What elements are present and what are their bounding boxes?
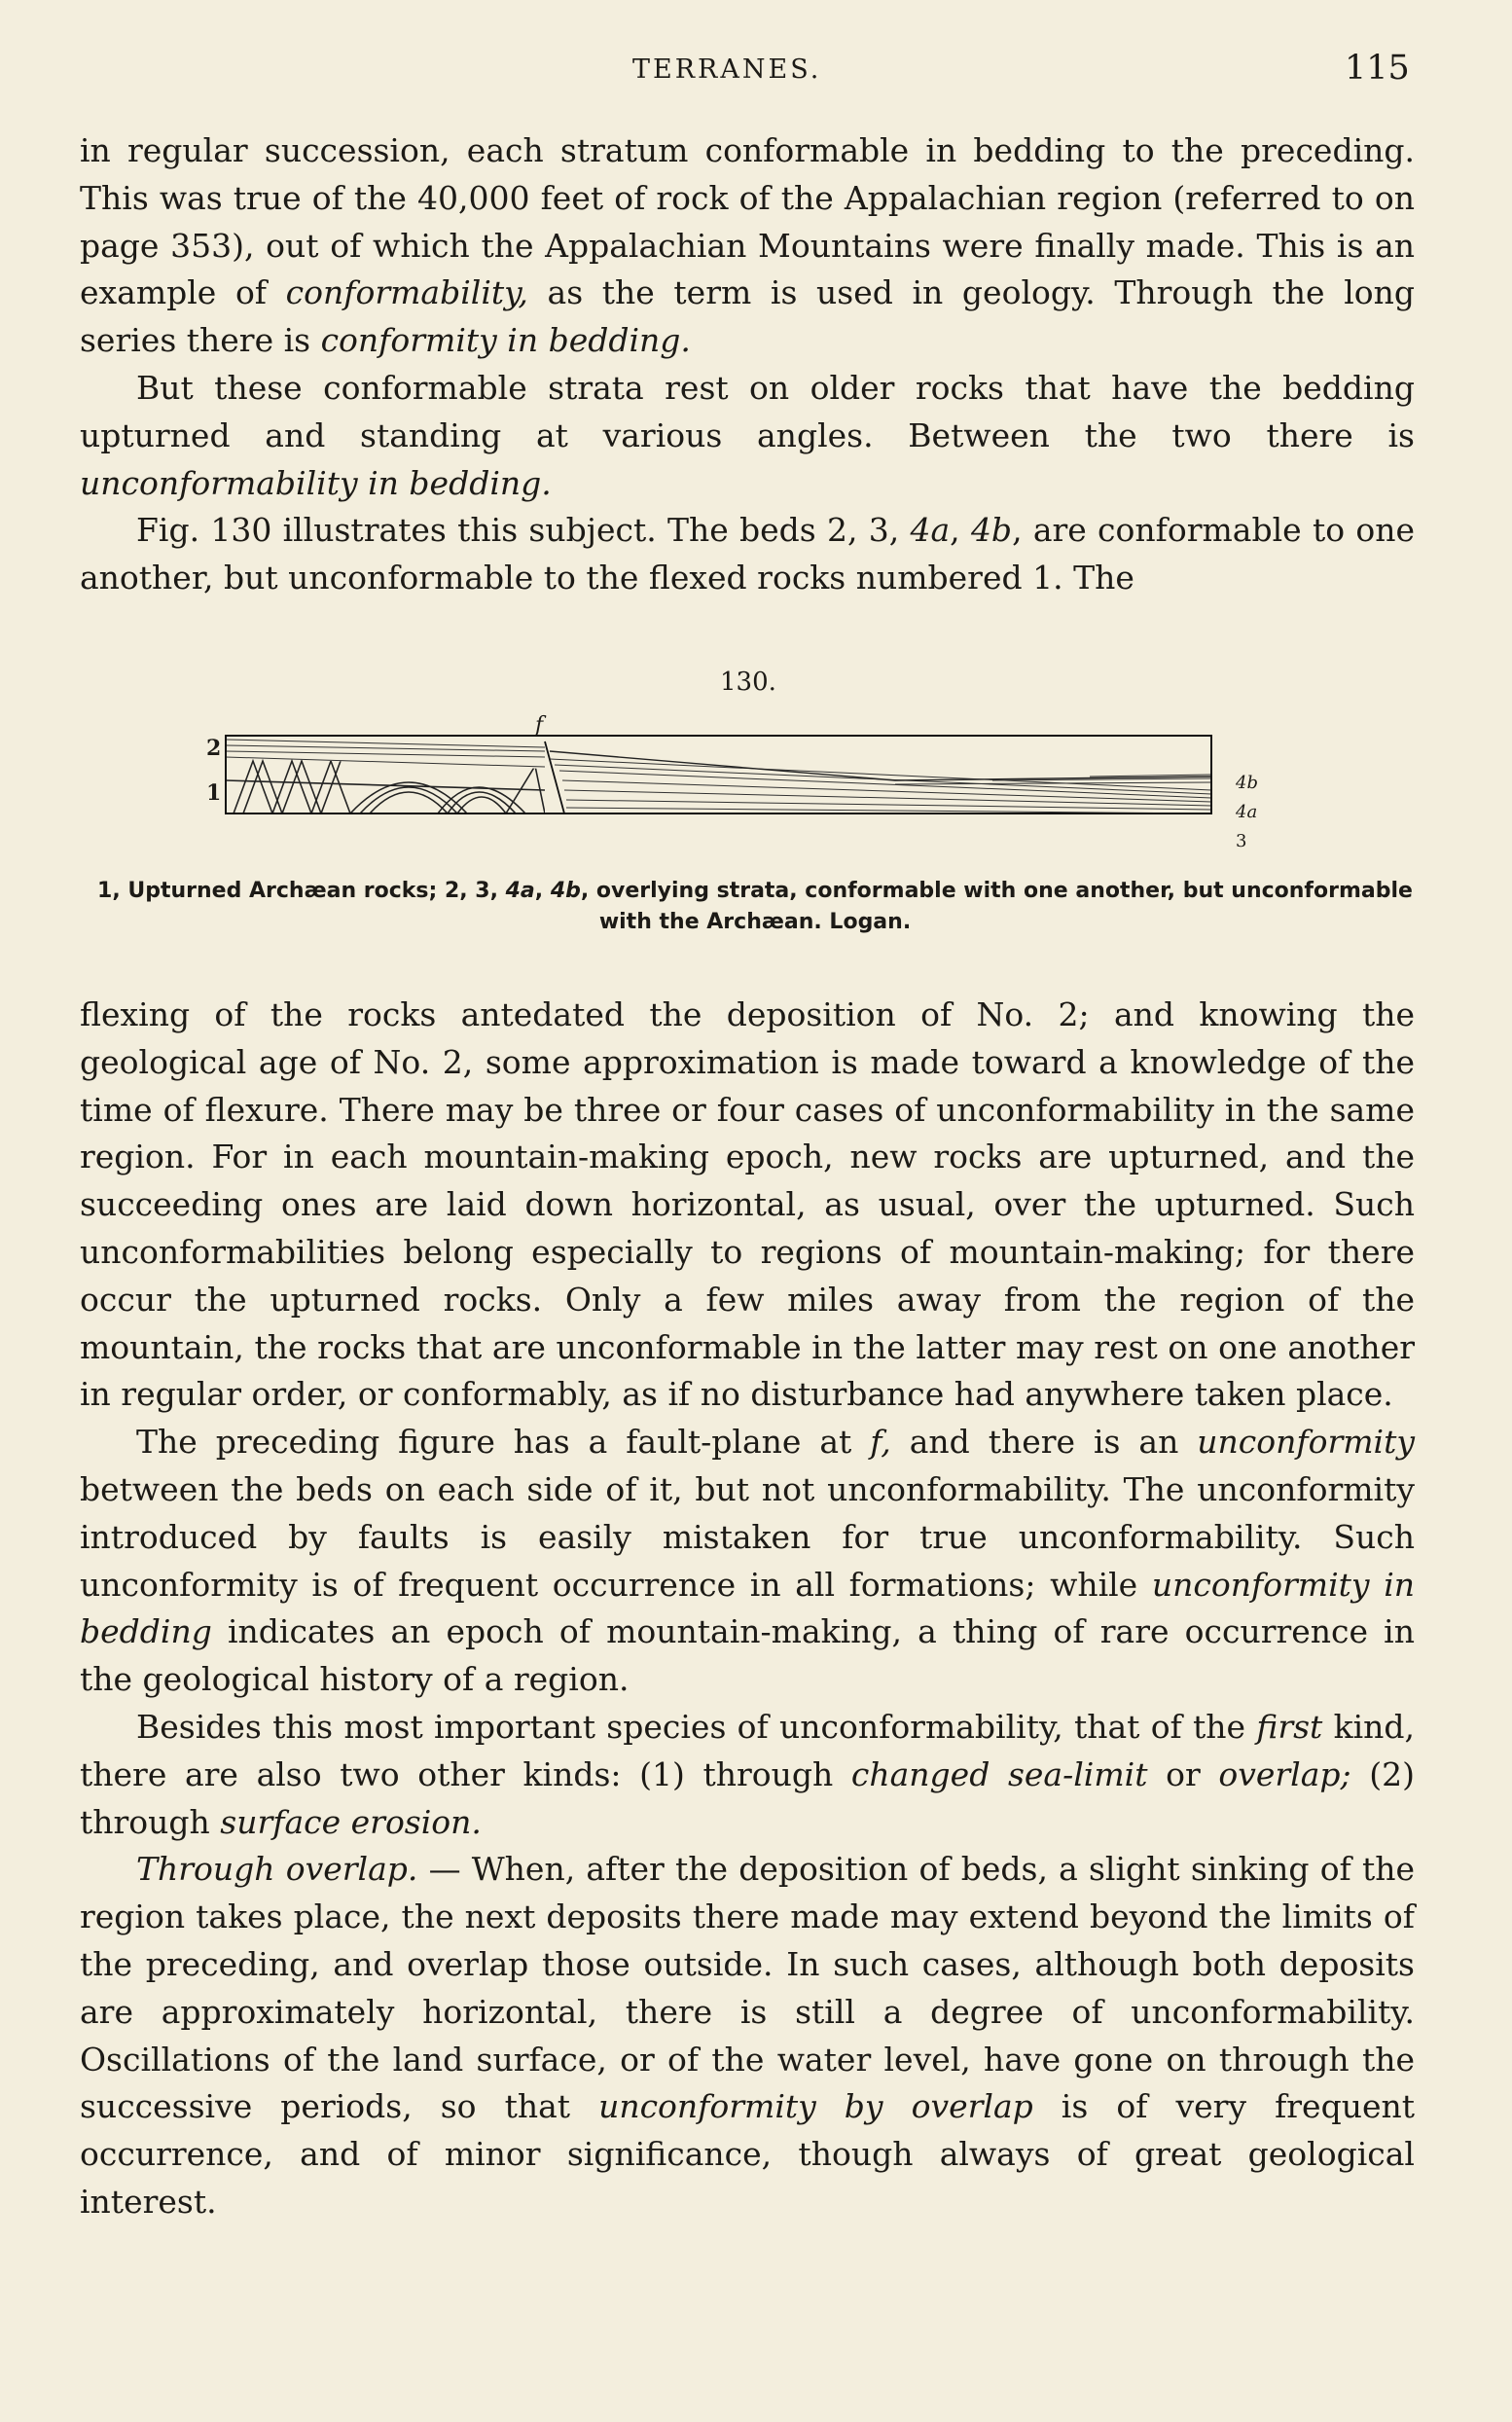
text-run: The preceding figure has a fault-plane at: [136, 1423, 871, 1462]
text-run: (2) through: [80, 1754, 1416, 1841]
text-run: Fig. 130 illustrates this subject. The beds 2, 3,: [136, 511, 911, 550]
italic-run: Through overlap.: [136, 1850, 418, 1889]
upturned-rocks-1: [226, 761, 545, 813]
italic-run: conformity in bedding.: [320, 321, 691, 360]
label-3: 3: [1236, 831, 1247, 851]
italic-run: unconformability in bedding.: [80, 463, 552, 502]
text-run: is of very frequent occurrence, and of minor significance, though always of great geological interest.: [80, 2087, 1416, 2221]
text-run: 1, Upturned Archæan rocks; 2, 3,: [97, 879, 506, 903]
italic-run: unconformity in bedding: [80, 1565, 1415, 1651]
label-f: f: [535, 713, 544, 738]
text-run: or: [1147, 1754, 1219, 1793]
italic-run: 4a: [910, 511, 951, 550]
page-number: 115: [1345, 49, 1410, 88]
paragraph: [80, 127, 1415, 365]
italic-run: f,: [870, 1423, 891, 1462]
paragraph: [80, 1419, 1415, 1704]
text-run: ,: [534, 879, 551, 903]
text-run: — When, after the deposition of beds, a slight sinking of the region takes place, the next deposits there made may extend beyond the limits of the preceding, and overlap those outside. In such cases, although both deposits are approximately horizontal, there is still a degree of unconformability. Oscillations of the land surface, or of the water level, have gone on through the successive periods, so that: [80, 1850, 1415, 2126]
italic-run: 4a: [505, 879, 535, 903]
figure-130: [206, 668, 1323, 882]
label-1: 1: [206, 780, 222, 806]
paragraph: [80, 992, 1415, 1419]
italic-run: 4b: [970, 511, 1013, 550]
italic-run: surface erosion.: [220, 1802, 482, 1841]
text-run: ,: [950, 511, 971, 550]
text-run: flexing of the rocks antedated the deposition of No. 2; and knowing the geological age of No. 2, some approximation is made toward a knowledge of the time of flexure. There may be three or four cases of unconformability in the same region. For in each mountain-making epoch, new rocks are upturned, and the succeeding ones are laid down horizontal, as usual, over the upturned. Such unconformabilities belong especially to regions of mountain-making; for there occur the upturned rocks. Only a few miles away from the region of the mountain, the rocks that are unconformable in the latter may rest on one another in regular order, or conformably, as if no disturbance had anywhere taken place.: [80, 995, 1415, 1414]
text-run: between the beds on each side of it, but not unconformability. The unconformity introduced by faults is easily mistaken for true unconformability. Such unconformity is of frequent occurrence in all formations; while: [80, 1469, 1415, 1604]
text-run: , overlying strata, conformable with one another, but unconformable with the Archæan. Logan.: [580, 879, 1413, 934]
text-run: , are conformable to one another, but unconformable to the flexed rocks numbered 1. The: [80, 511, 1415, 597]
running-head: TERRANES.: [632, 54, 822, 85]
figure-caption: [84, 876, 1426, 938]
text-run: Besides this most important species of unconformability, that of the: [136, 1707, 1257, 1746]
italic-run: first: [1256, 1707, 1323, 1746]
text-run: in regular succession, each stratum conformable in bedding to the preceding. This was true of the 40,000 feet of rock of the Appalachian region (referred to on page 353), out of which the Appalachian Mountains were finally made. This is an example of: [80, 131, 1415, 312]
label-4a: 4a: [1236, 802, 1258, 822]
italic-run: conformability,: [285, 273, 528, 312]
text-run: kind, there are also two other kinds: (1) through: [80, 1707, 1415, 1793]
body-text-top: [80, 127, 1415, 602]
label-4b: 4b: [1236, 773, 1258, 793]
italic-run: overlap;: [1218, 1754, 1351, 1793]
italic-run: changed sea-limit: [850, 1754, 1148, 1793]
beds-3-4a-4b: [550, 759, 1211, 813]
figure-number: 130.: [720, 668, 776, 697]
italic-run: 4b: [550, 879, 581, 903]
text-run: But these conformable strata rest on older rocks that have the bedding upturned and standing at various angles. Between the two there is: [80, 368, 1415, 454]
italic-run: unconformity by overlap: [598, 2087, 1033, 2126]
geological-section-diagram: [206, 713, 1323, 868]
paragraph: [80, 1704, 1415, 1846]
text-run: as the term is used in geology. Through the long series there is: [80, 273, 1415, 360]
body-text-bottom: [80, 992, 1415, 2226]
paragraph: [80, 365, 1415, 507]
label-2: 2: [206, 736, 222, 761]
overlying-strata-2: [226, 740, 545, 767]
paragraph: [80, 507, 1415, 602]
text-run: and there is an: [890, 1423, 1198, 1462]
page-header: [0, 49, 1512, 97]
paragraph: [80, 1846, 1415, 2225]
italic-run: unconformity: [1197, 1423, 1415, 1462]
text-run: indicates an epoch of mountain-making, a thing of rare occurrence in the geological history of a region.: [80, 1612, 1415, 1699]
